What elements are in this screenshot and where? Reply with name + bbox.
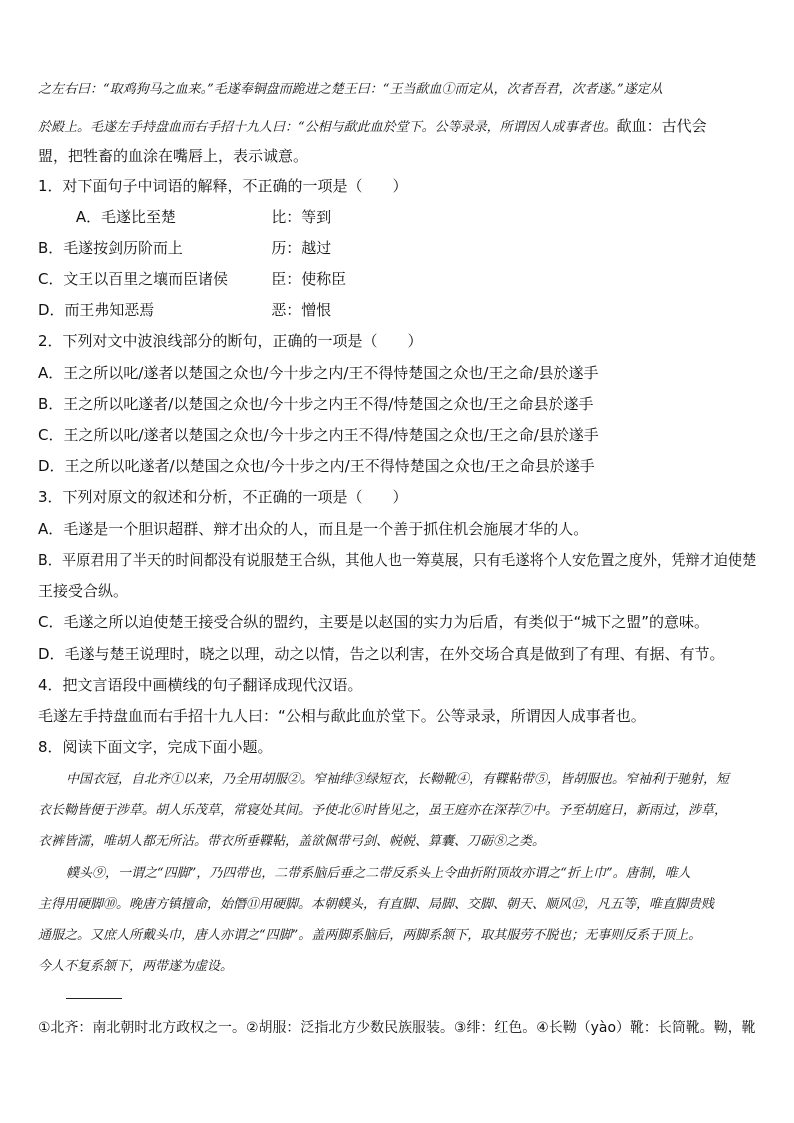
passage-line-1: 之左右曰：“取鸡狗马之血来。”毛遂奉铜盘而跪进之楚王曰：“王当歃血①而定从，次者吾君，次者遂。”遂定从 [38,82,663,97]
reading-line-7: 今人不复系颔下，两带遂为虚设。 [38,959,234,974]
q1-option-d-gloss: 恶：憎恨 [271,301,332,319]
q3-stem: 3．下列对原文的叙述和分析，不正确的一项是（ ） [38,488,408,506]
q1-option-d-sentence: D．而王弗知恶焉 [38,301,155,319]
q8-stem: 8．阅读下面文字，完成下面小题。 [38,738,273,756]
reading-line-1: 中国衣冠，自北齐①以来，乃全用胡服②。窄袖绯③绿短衣，长靿靴④，有鞢䩞带⑤，皆胡服也。窄袖利于驰射，短 [66,772,730,787]
q1-option-a-gloss: 比：等到 [271,208,332,226]
q2-stem: 2．下列对文中波浪线部分的断句，正确的一项是（ ） [38,332,423,350]
reading-line-3: 衣裤皆濡，唯胡人都无所沾。带衣所垂鞢䩞，盖欲佩带弓剑、帨帨、算囊、刀砺⑧之类。 [38,834,546,849]
q1-option-c-sentence: C．文王以百里之壤而臣诸侯 [38,270,228,288]
passage-line-3: 盟，把牲畜的血涂在嘴唇上，表示诚意。 [38,147,309,165]
q4-stem: 4．把文言语段中画横线的句子翻译成现代汉语。 [38,676,363,694]
q2-option-a: A．王之所以叱/遂者以楚国之众也/今十步之内/王不得恃楚国之众也/王之命/县於遂手 [38,364,599,382]
q3-option-c: C．毛遂之所以迫使楚王接受合纵的盟约，主要是以赵国的实力为后盾，有类似于“城下之盟”的意味。 [38,613,710,631]
q3-option-d: D．毛遂与楚王说理时，晓之以理，动之以情，告之以利害，在外交场合真是做到了有理、有据、有节。 [38,645,725,663]
q2-option-b: B．王之所以叱遂者/以楚国之众也/今十步之内王不得/恃楚国之众也/王之命县於遂手 [38,395,594,413]
q2-option-d: D．王之所以叱遂者/以楚国之众也/今十步之内/王不得恃楚国之众也/王之命县於遂手 [38,457,595,475]
q2-option-c: C．王之所以叱/遂者以楚国之众也/今十步之内王不得/恃楚国之众也/王之命/县於遂手 [38,426,599,444]
footnote-divider [66,998,122,999]
q3-option-a: A．毛遂是一个胆识超群、辩才出众的人，而且是一个善于抓住机会施展才华的人。 [38,520,589,538]
reading-line-5: 主得用硬脚⑩。晚唐方镇擅命，始僭⑪用硬脚。本朝幞头，有直脚、局脚、交脚、朝天、顺风⑫，凡五等，唯直脚贵贱 [38,897,715,912]
q4-sentence: 毛遂左手持盘血而右手招十九人曰：“公相与歃此血於堂下。公等录录，所谓因人成事者也。 [38,707,646,725]
passage-line-2 [38,116,707,138]
q1-option-c-gloss: 臣：使称臣 [271,270,347,288]
reading-line-4: 幞头⑨，一谓之“四脚”，乃四带也，二带系脑后垂之二带反系头上令曲折附顶故亦谓之“折上巾”。唐制，唯人 [66,866,691,881]
q1-option-b-gloss: 历：越过 [271,239,332,257]
passage-line-2-text: 於殿上。毛遂左手持盘血而右手招十九人曰：“公相与歃此血於堂下。公等录录，所谓因人成事者也。 [38,120,617,135]
q1-stem: 1．对下面句子中词语的解释，不正确的一项是（ ） [38,177,408,195]
reading-line-2: 衣长靿皆便于涉草。胡人乐茂草，常寝处其间。予使北⑥时皆见之，虽王庭亦在深荐⑦中。予至胡庭日，新雨过，涉草， [38,803,728,818]
reading-line-6: 通服之。又庶人所戴头巾，唐人亦谓之“四脚”。盖两脚系脑后，两脚系颔下，取其服劳不脱也；无事则反系于顶上。 [38,928,702,943]
passage-note-inline: 歃血：古代会 [616,117,707,135]
q3-option-b: B．平原君用了半天的时间都没有说服楚王合纵，其他人也一筹莫展，只有毛遂将个人安危置之度外，凭辩才迫使楚 [38,551,757,569]
q1-option-a-sentence: A．毛遂比至楚 [75,208,176,226]
q1-option-b-sentence: B．毛遂按剑历阶而上 [38,239,183,257]
q3-option-b-cont: 王接受合纵。 [38,582,129,600]
footnote-line: ①北齐：南北朝时北方政权之一。②胡服：泛指北方少数民族服装。③绯：红色。④长靿（yào）靴：长筒靴。靿，靴 [38,1020,756,1036]
